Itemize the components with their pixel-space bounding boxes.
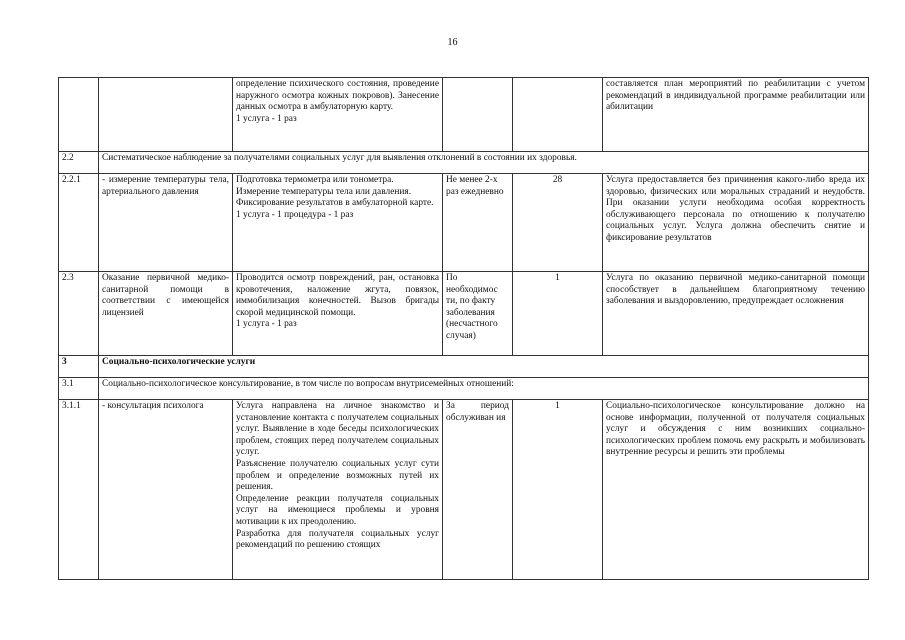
section-number: 2.2 <box>59 152 99 174</box>
section-title: Социально-психологические услуги <box>99 356 869 378</box>
service-period: За период обслуживан ия <box>443 400 513 580</box>
table-row <box>59 356 869 378</box>
table-row <box>59 152 869 174</box>
service-description: определение психического состояния, проведение наружного осмотра кожных покровов). Занесение данных осмотра в амбулаторную карту. 1 услуга - 1 раз <box>233 78 443 152</box>
service-description: Услуга направлена на личное знакомство и установление контакта с получателем социальных услуг. Выявление в ходе беседы психологических проблем, стоящих перед получателем социальных услуг. Разъяснение получателю социальных услуг сути проблем и определение возможных путей их решения. Определение реакции получателя социальных услуг на имеющиеся проблемы и уровня мотивации к их преодолению. Разработка для получателя социальных услуг рекомендаций по решению стоящих <box>233 400 443 580</box>
table-row <box>59 378 869 400</box>
page-number: 16 <box>447 37 458 48</box>
table-row <box>59 272 869 356</box>
service-conditions: Услуга предоставляется без причинения какого-либо вреда их здоровью, физических или моральных страданий и неудобств. При оказании услуги необходима особая корректность обслуживающего персонала по отношению к получателю социальных услуг. Услуга должна обеспечить снятие и фиксирование результатов <box>603 174 869 272</box>
service-quantity: 1 <box>513 272 603 356</box>
service-period: Не менее 2-х раз ежедневно <box>443 174 513 272</box>
service-name <box>99 78 233 152</box>
service-description: Подготовка термометра или тонометра. Измерение температуры тела или давления. Фиксирование результатов в амбулаторной карте. 1 услуга - 1 процедура - 1 раз <box>233 174 443 272</box>
services-table <box>58 77 869 580</box>
service-name: Оказание первичной медико-санитарной помощи в соответствии с имеющейся лицензией <box>99 272 233 356</box>
service-conditions: Услуга по оказанию первичной медико-санитарной помощи способствует в дальнейшем благоприятному течению заболевания и выздоровлению, предупреждает осложнения <box>603 272 869 356</box>
service-conditions: составляется план мероприятий по реабилитации с учетом рекомендаций в индивидуальной программе реабилитации или абилитации <box>603 78 869 152</box>
table-row <box>59 174 869 272</box>
section-number: 3.1 <box>59 378 99 400</box>
service-description: Проводится осмотр повреждений, ран, остановка кровотечения, наложение жгута, повязок, иммобилизация конечностей. Вызов бригады скорой медицинской помощи. 1 услуга - 1 раз <box>233 272 443 356</box>
section-title: Социально-психологическое консультирование, в том числе по вопросам внутрисемейных отношений: <box>99 378 869 400</box>
row-number: 3.1.1 <box>59 400 99 580</box>
service-name: - консультация психолога <box>99 400 233 580</box>
table-row <box>59 78 869 152</box>
service-quantity: 1 <box>513 400 603 580</box>
service-period <box>443 78 513 152</box>
section-title: Систематическое наблюдение за получателями социальных услуг для выявления отклонений в состоянии их здоровья. <box>99 152 869 174</box>
table-row <box>59 400 869 580</box>
service-conditions: Социально-психологическое консультирование должно на основе информации, полученной от получателя социальных услуг и обсуждения с ним возникших социально-психологических проблем помочь ему раскрыть и мобилизовать внутренние ресурсы и решить эти проблемы <box>603 400 869 580</box>
row-number: 2.3 <box>59 272 99 356</box>
service-quantity: 28 <box>513 174 603 272</box>
section-number: 3 <box>59 356 99 378</box>
service-period: По необходимос ти, по факту заболевания (несчастного случая) <box>443 272 513 356</box>
row-number <box>59 78 99 152</box>
row-number: 2.2.1 <box>59 174 99 272</box>
service-quantity <box>513 78 603 152</box>
service-name: - измерение температуры тела, артериального давления <box>99 174 233 272</box>
